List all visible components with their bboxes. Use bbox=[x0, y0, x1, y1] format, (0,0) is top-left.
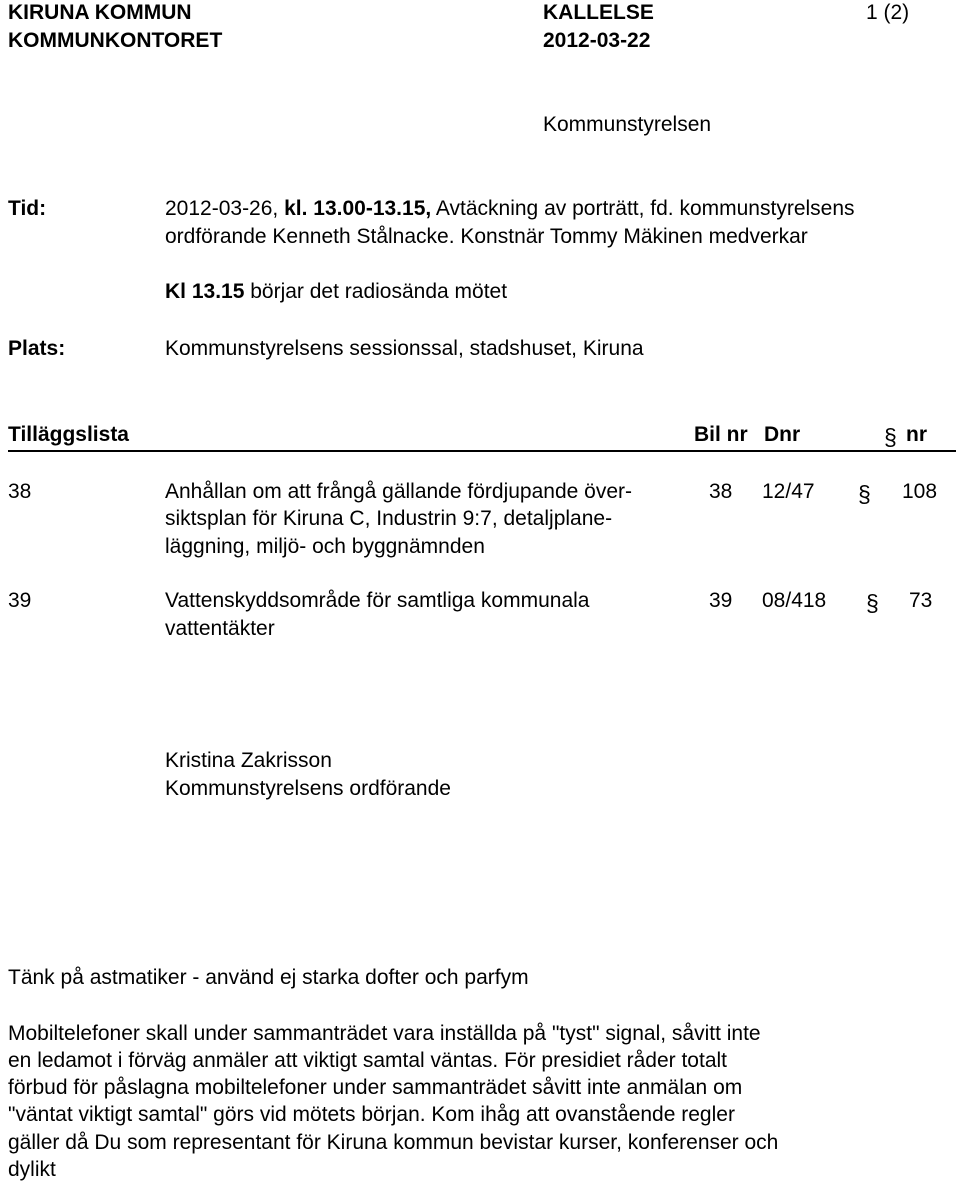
radio-start-time: Kl 13.15 bbox=[165, 280, 245, 303]
item-bil-nr: 38 bbox=[709, 480, 733, 503]
tid-line-1 bbox=[165, 195, 855, 223]
phone-notice-line: förbud för påslagna mobiltelefoner under sammanträdet såvitt inte anmälan om bbox=[8, 1076, 743, 1099]
item-description-line: vattentäkter bbox=[165, 617, 275, 640]
item-dnr: 08/418 bbox=[762, 589, 827, 612]
phone-notice-line: dylikt bbox=[8, 1158, 56, 1181]
paragraph-symbol-header: § bbox=[884, 424, 897, 450]
column-header-bil-nr: Bil nr bbox=[694, 423, 748, 446]
item-bil-nr: 39 bbox=[709, 589, 733, 612]
committee-name: Kommunstyrelsen bbox=[543, 113, 712, 136]
item-number: 39 bbox=[8, 589, 32, 612]
tid-label: Tid: bbox=[8, 197, 47, 220]
document-date: 2012-03-22 bbox=[543, 29, 651, 52]
tid-time: kl. 13.00-13.15, bbox=[284, 197, 432, 220]
paragraph-symbol: § bbox=[858, 481, 871, 507]
item-description-line: Anhållan om att frångå gällande fördjupande över- bbox=[165, 480, 632, 503]
item-description-line: Vattenskyddsområde för samtliga kommunala bbox=[165, 589, 590, 612]
tid-line-3 bbox=[165, 278, 507, 306]
phone-notice-line: gäller då Du som representant för Kiruna kommun bevistar kurser, konferenser och bbox=[8, 1131, 779, 1154]
item-paragraf-nr: 73 bbox=[909, 589, 933, 612]
item-description-line: läggning, miljö- och byggnämnden bbox=[165, 535, 485, 558]
plats-value: Kommunstyrelsens sessionssal, stadshuset, Kiruna bbox=[165, 337, 644, 360]
organization-department: KOMMUNKONTORET bbox=[8, 29, 223, 52]
item-paragraf-nr: 108 bbox=[902, 480, 938, 503]
fragrance-notice: Tänk på astmatiker - använd ej starka dofter och parfym bbox=[8, 966, 529, 989]
header-divider bbox=[8, 450, 956, 452]
item-number: 38 bbox=[8, 480, 32, 503]
phone-notice-line: Mobiltelefoner skall under sammanträdet vara inställda på "tyst" signal, såvitt inte bbox=[8, 1022, 761, 1045]
page-number: 1 (2) bbox=[866, 1, 910, 24]
signatory-name: Kristina Zakrisson bbox=[165, 749, 332, 772]
phone-notice-line: en ledamot i förväg anmäler att viktigt samtal väntas. För presidiet råder totalt bbox=[8, 1049, 727, 1072]
tid-description: Avtäckning av porträtt, fd. kommunstyrelsens bbox=[431, 197, 855, 220]
column-header-nr: nr bbox=[906, 423, 927, 446]
item-description-line: siktsplan för Kiruna C, Industrin 9:7, detaljplane- bbox=[165, 507, 613, 530]
column-header-dnr: Dnr bbox=[764, 423, 801, 446]
phone-notice-line: "väntat viktigt samtal" görs vid mötets början. Kom ihåg att ovanstående regler bbox=[8, 1103, 735, 1126]
radio-start-text: börjar det radiosända mötet bbox=[244, 280, 508, 303]
document-type: KALLELSE bbox=[543, 1, 654, 24]
tid-date: 2012-03-26, bbox=[165, 197, 285, 220]
paragraph-symbol: § bbox=[866, 590, 879, 616]
tid-line-2: ordförande Kenneth Stålnacke. Konstnär Tommy Mäkinen medverkar bbox=[165, 225, 808, 248]
item-dnr: 12/47 bbox=[762, 480, 815, 503]
agenda-title: Tilläggslista bbox=[8, 423, 129, 446]
organization-name: KIRUNA KOMMUN bbox=[8, 1, 192, 24]
signatory-role: Kommunstyrelsens ordförande bbox=[165, 777, 451, 800]
plats-label: Plats: bbox=[8, 337, 66, 360]
